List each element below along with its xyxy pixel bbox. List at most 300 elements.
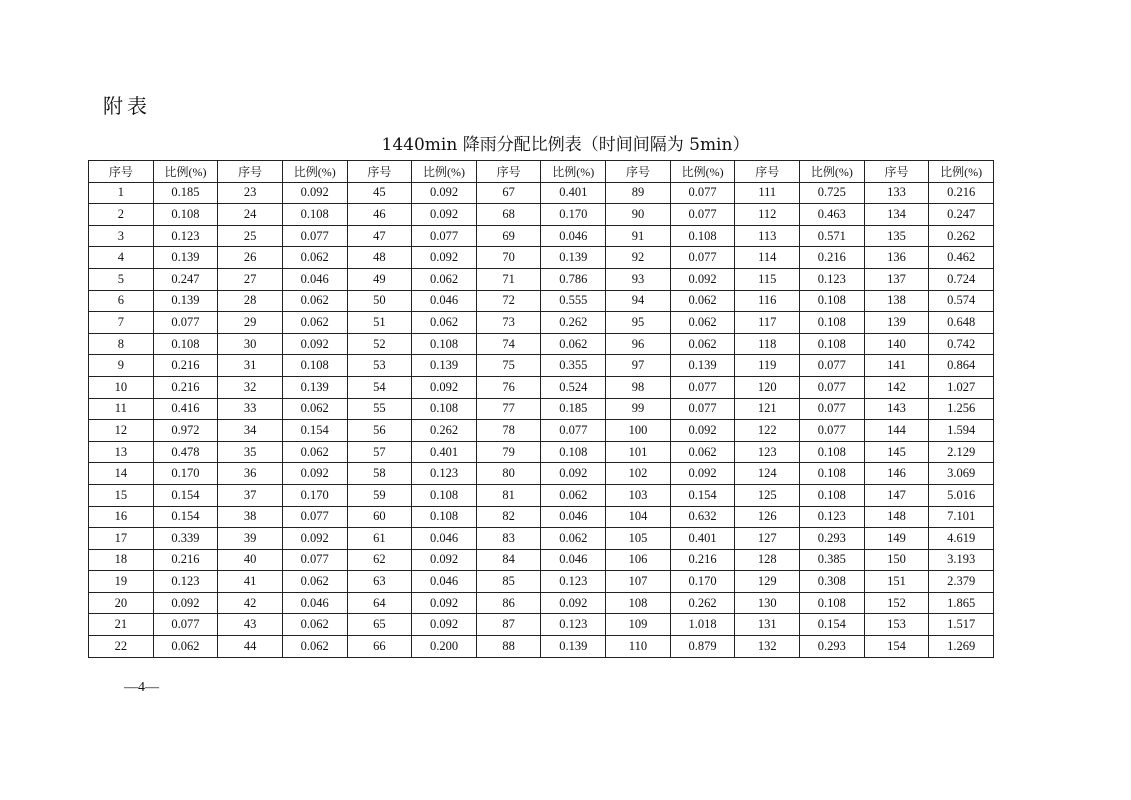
seq-cell: 136 (864, 247, 929, 269)
ratio-cell: 0.092 (412, 247, 477, 269)
ratio-cell: 0.062 (670, 441, 735, 463)
seq-cell: 145 (864, 441, 929, 463)
ratio-cell: 0.108 (282, 204, 347, 226)
ratio-cell: 0.216 (153, 376, 218, 398)
header-ratio: 比例(%) (929, 161, 994, 183)
ratio-cell: 0.062 (282, 398, 347, 420)
seq-cell: 23 (218, 182, 283, 204)
table-row (89, 376, 994, 398)
ratio-cell: 0.154 (670, 484, 735, 506)
ratio-cell: 0.108 (412, 506, 477, 528)
ratio-cell: 0.478 (153, 441, 218, 463)
seq-cell: 116 (735, 290, 800, 312)
ratio-cell: 0.123 (541, 614, 606, 636)
header-ratio: 比例(%) (282, 161, 347, 183)
ratio-cell: 0.170 (541, 204, 606, 226)
seq-cell: 12 (89, 420, 154, 442)
seq-cell: 32 (218, 376, 283, 398)
ratio-cell: 1.517 (929, 614, 994, 636)
ratio-cell: 0.062 (412, 268, 477, 290)
seq-cell: 134 (864, 204, 929, 226)
table-row (89, 268, 994, 290)
ratio-cell: 0.139 (153, 290, 218, 312)
seq-cell: 45 (347, 182, 412, 204)
seq-cell: 22 (89, 636, 154, 658)
table-row (89, 506, 994, 528)
ratio-cell: 0.092 (412, 614, 477, 636)
ratio-cell: 0.108 (412, 333, 477, 355)
ratio-cell: 0.108 (670, 225, 735, 247)
ratio-cell: 0.123 (800, 506, 865, 528)
ratio-cell: 0.574 (929, 290, 994, 312)
header-ratio: 比例(%) (153, 161, 218, 183)
ratio-cell: 0.077 (800, 420, 865, 442)
seq-cell: 31 (218, 355, 283, 377)
ratio-cell: 0.154 (282, 420, 347, 442)
ratio-cell: 0.185 (541, 398, 606, 420)
seq-cell: 89 (606, 182, 671, 204)
ratio-cell: 0.742 (929, 333, 994, 355)
seq-cell: 130 (735, 592, 800, 614)
ratio-cell: 0.416 (153, 398, 218, 420)
ratio-cell: 0.108 (153, 204, 218, 226)
seq-cell: 26 (218, 247, 283, 269)
seq-cell: 114 (735, 247, 800, 269)
ratio-cell: 0.108 (800, 441, 865, 463)
table-row (89, 614, 994, 636)
ratio-cell: 0.108 (800, 312, 865, 334)
ratio-cell: 0.339 (153, 528, 218, 550)
header-ratio: 比例(%) (541, 161, 606, 183)
seq-cell: 52 (347, 333, 412, 355)
seq-cell: 125 (735, 484, 800, 506)
seq-cell: 117 (735, 312, 800, 334)
seq-cell: 80 (476, 463, 541, 485)
seq-cell: 53 (347, 355, 412, 377)
ratio-cell: 0.170 (670, 571, 735, 593)
seq-cell: 24 (218, 204, 283, 226)
ratio-cell: 0.077 (541, 420, 606, 442)
seq-cell: 113 (735, 225, 800, 247)
ratio-cell: 5.016 (929, 484, 994, 506)
seq-cell: 135 (864, 225, 929, 247)
seq-cell: 101 (606, 441, 671, 463)
seq-cell: 102 (606, 463, 671, 485)
ratio-cell: 0.046 (412, 571, 477, 593)
ratio-cell: 0.262 (412, 420, 477, 442)
seq-cell: 132 (735, 636, 800, 658)
seq-cell: 42 (218, 592, 283, 614)
ratio-cell: 0.046 (412, 290, 477, 312)
ratio-cell: 0.154 (153, 484, 218, 506)
seq-cell: 122 (735, 420, 800, 442)
seq-cell: 18 (89, 549, 154, 571)
seq-cell: 19 (89, 571, 154, 593)
ratio-cell: 0.046 (541, 506, 606, 528)
header-seq: 序号 (476, 161, 541, 183)
seq-cell: 85 (476, 571, 541, 593)
ratio-cell: 0.062 (541, 333, 606, 355)
seq-cell: 11 (89, 398, 154, 420)
ratio-cell: 0.185 (153, 182, 218, 204)
appendix-label: 附表 (103, 94, 151, 118)
seq-cell: 129 (735, 571, 800, 593)
seq-cell: 57 (347, 441, 412, 463)
seq-cell: 78 (476, 420, 541, 442)
ratio-cell: 1.256 (929, 398, 994, 420)
seq-cell: 5 (89, 268, 154, 290)
table-row (89, 290, 994, 312)
seq-cell: 90 (606, 204, 671, 226)
ratio-cell: 0.139 (153, 247, 218, 269)
ratio-cell: 1.027 (929, 376, 994, 398)
seq-cell: 61 (347, 528, 412, 550)
seq-cell: 139 (864, 312, 929, 334)
seq-cell: 76 (476, 376, 541, 398)
seq-cell: 33 (218, 398, 283, 420)
seq-cell: 121 (735, 398, 800, 420)
seq-cell: 138 (864, 290, 929, 312)
seq-cell: 152 (864, 592, 929, 614)
header-seq: 序号 (347, 161, 412, 183)
seq-cell: 30 (218, 333, 283, 355)
table-row (89, 463, 994, 485)
table-row (89, 484, 994, 506)
ratio-cell: 0.108 (282, 355, 347, 377)
table-row (89, 549, 994, 571)
ratio-cell: 0.062 (670, 333, 735, 355)
ratio-cell: 0.123 (541, 571, 606, 593)
ratio-cell: 1.018 (670, 614, 735, 636)
ratio-cell: 0.154 (800, 614, 865, 636)
ratio-cell: 0.062 (282, 614, 347, 636)
seq-cell: 2 (89, 204, 154, 226)
seq-cell: 71 (476, 268, 541, 290)
seq-cell: 109 (606, 614, 671, 636)
ratio-cell: 0.092 (412, 592, 477, 614)
header-seq: 序号 (864, 161, 929, 183)
seq-cell: 86 (476, 592, 541, 614)
seq-cell: 40 (218, 549, 283, 571)
ratio-cell: 0.632 (670, 506, 735, 528)
header-ratio: 比例(%) (670, 161, 735, 183)
ratio-cell: 0.077 (800, 355, 865, 377)
seq-cell: 143 (864, 398, 929, 420)
seq-cell: 67 (476, 182, 541, 204)
seq-cell: 83 (476, 528, 541, 550)
seq-cell: 21 (89, 614, 154, 636)
ratio-cell: 0.062 (282, 636, 347, 658)
ratio-cell: 0.077 (282, 549, 347, 571)
seq-cell: 14 (89, 463, 154, 485)
ratio-cell: 0.092 (282, 463, 347, 485)
seq-cell: 144 (864, 420, 929, 442)
seq-cell: 62 (347, 549, 412, 571)
ratio-cell: 0.046 (282, 592, 347, 614)
ratio-cell: 0.062 (412, 312, 477, 334)
seq-cell: 4 (89, 247, 154, 269)
ratio-cell: 0.139 (670, 355, 735, 377)
ratio-cell: 0.108 (153, 333, 218, 355)
ratio-cell: 0.062 (670, 312, 735, 334)
table-row (89, 636, 994, 658)
ratio-cell: 0.077 (153, 312, 218, 334)
ratio-cell: 0.972 (153, 420, 218, 442)
seq-cell: 64 (347, 592, 412, 614)
seq-cell: 49 (347, 268, 412, 290)
ratio-cell: 0.555 (541, 290, 606, 312)
ratio-cell: 0.077 (153, 614, 218, 636)
header-seq: 序号 (218, 161, 283, 183)
ratio-cell: 0.062 (282, 290, 347, 312)
ratio-cell: 0.092 (412, 376, 477, 398)
ratio-cell: 0.062 (282, 571, 347, 593)
ratio-cell: 0.077 (670, 182, 735, 204)
seq-cell: 92 (606, 247, 671, 269)
ratio-cell: 0.524 (541, 376, 606, 398)
header-seq: 序号 (89, 161, 154, 183)
ratio-cell: 2.129 (929, 441, 994, 463)
ratio-cell: 0.108 (800, 484, 865, 506)
ratio-cell: 4.619 (929, 528, 994, 550)
ratio-cell: 0.108 (800, 290, 865, 312)
ratio-cell: 0.092 (670, 463, 735, 485)
seq-cell: 97 (606, 355, 671, 377)
seq-cell: 103 (606, 484, 671, 506)
seq-cell: 126 (735, 506, 800, 528)
table-row (89, 441, 994, 463)
ratio-cell: 0.293 (800, 636, 865, 658)
seq-cell: 50 (347, 290, 412, 312)
ratio-cell: 0.401 (541, 182, 606, 204)
ratio-cell: 0.062 (282, 247, 347, 269)
ratio-cell: 0.262 (670, 592, 735, 614)
table-row (89, 225, 994, 247)
ratio-cell: 0.077 (670, 376, 735, 398)
table-row (89, 592, 994, 614)
seq-cell: 66 (347, 636, 412, 658)
ratio-cell: 0.062 (541, 484, 606, 506)
seq-cell: 141 (864, 355, 929, 377)
ratio-cell: 0.385 (800, 549, 865, 571)
seq-cell: 41 (218, 571, 283, 593)
seq-cell: 6 (89, 290, 154, 312)
ratio-cell: 0.123 (153, 571, 218, 593)
seq-cell: 119 (735, 355, 800, 377)
seq-cell: 34 (218, 420, 283, 442)
seq-cell: 124 (735, 463, 800, 485)
seq-cell: 87 (476, 614, 541, 636)
table-row (89, 528, 994, 550)
seq-cell: 60 (347, 506, 412, 528)
seq-cell: 74 (476, 333, 541, 355)
rainfall-distribution-table (88, 160, 994, 658)
ratio-cell: 0.092 (282, 333, 347, 355)
ratio-cell: 0.092 (153, 592, 218, 614)
seq-cell: 148 (864, 506, 929, 528)
seq-cell: 1 (89, 182, 154, 204)
seq-cell: 56 (347, 420, 412, 442)
ratio-cell: 0.293 (800, 528, 865, 550)
ratio-cell: 0.092 (282, 528, 347, 550)
table-row (89, 333, 994, 355)
ratio-cell: 0.062 (282, 441, 347, 463)
ratio-cell: 0.077 (282, 506, 347, 528)
ratio-cell: 7.101 (929, 506, 994, 528)
ratio-cell: 0.154 (153, 506, 218, 528)
seq-cell: 28 (218, 290, 283, 312)
ratio-cell: 0.401 (412, 441, 477, 463)
seq-cell: 137 (864, 268, 929, 290)
seq-cell: 16 (89, 506, 154, 528)
table-row (89, 571, 994, 593)
seq-cell: 111 (735, 182, 800, 204)
ratio-cell: 0.216 (153, 549, 218, 571)
ratio-cell: 0.077 (670, 204, 735, 226)
seq-cell: 77 (476, 398, 541, 420)
seq-cell: 81 (476, 484, 541, 506)
ratio-cell: 0.062 (670, 290, 735, 312)
seq-cell: 35 (218, 441, 283, 463)
seq-cell: 38 (218, 506, 283, 528)
ratio-cell: 0.216 (670, 549, 735, 571)
ratio-cell: 0.108 (800, 333, 865, 355)
ratio-cell: 0.355 (541, 355, 606, 377)
seq-cell: 151 (864, 571, 929, 593)
header-ratio: 比例(%) (412, 161, 477, 183)
seq-cell: 95 (606, 312, 671, 334)
table-row (89, 204, 994, 226)
ratio-cell: 0.571 (800, 225, 865, 247)
table-header-row (89, 161, 994, 183)
seq-cell: 112 (735, 204, 800, 226)
ratio-cell: 0.092 (412, 182, 477, 204)
ratio-cell: 0.879 (670, 636, 735, 658)
seq-cell: 25 (218, 225, 283, 247)
seq-cell: 65 (347, 614, 412, 636)
table-row (89, 312, 994, 334)
ratio-cell: 0.108 (800, 592, 865, 614)
ratio-cell: 0.139 (282, 376, 347, 398)
ratio-cell: 0.724 (929, 268, 994, 290)
seq-cell: 104 (606, 506, 671, 528)
ratio-cell: 0.262 (929, 225, 994, 247)
seq-cell: 10 (89, 376, 154, 398)
seq-cell: 128 (735, 549, 800, 571)
ratio-cell: 0.216 (153, 355, 218, 377)
ratio-cell: 0.077 (800, 376, 865, 398)
seq-cell: 107 (606, 571, 671, 593)
seq-cell: 68 (476, 204, 541, 226)
table-row (89, 182, 994, 204)
ratio-cell: 1.269 (929, 636, 994, 658)
ratio-cell: 0.092 (541, 463, 606, 485)
seq-cell: 96 (606, 333, 671, 355)
ratio-cell: 0.139 (412, 355, 477, 377)
ratio-cell: 3.069 (929, 463, 994, 485)
seq-cell: 140 (864, 333, 929, 355)
seq-cell: 91 (606, 225, 671, 247)
page-number: —4— (124, 680, 159, 695)
seq-cell: 106 (606, 549, 671, 571)
seq-cell: 123 (735, 441, 800, 463)
seq-cell: 39 (218, 528, 283, 550)
seq-cell: 105 (606, 528, 671, 550)
seq-cell: 131 (735, 614, 800, 636)
ratio-cell: 0.077 (412, 225, 477, 247)
ratio-cell: 0.046 (541, 549, 606, 571)
seq-cell: 84 (476, 549, 541, 571)
ratio-cell: 0.648 (929, 312, 994, 334)
ratio-cell: 0.092 (541, 592, 606, 614)
ratio-cell: 0.216 (929, 182, 994, 204)
seq-cell: 94 (606, 290, 671, 312)
ratio-cell: 0.170 (282, 484, 347, 506)
table-row (89, 398, 994, 420)
seq-cell: 29 (218, 312, 283, 334)
seq-cell: 43 (218, 614, 283, 636)
seq-cell: 70 (476, 247, 541, 269)
seq-cell: 154 (864, 636, 929, 658)
seq-cell: 46 (347, 204, 412, 226)
seq-cell: 147 (864, 484, 929, 506)
header-ratio: 比例(%) (800, 161, 865, 183)
ratio-cell: 0.864 (929, 355, 994, 377)
seq-cell: 17 (89, 528, 154, 550)
seq-cell: 99 (606, 398, 671, 420)
seq-cell: 72 (476, 290, 541, 312)
ratio-cell: 0.139 (541, 636, 606, 658)
table-row (89, 355, 994, 377)
seq-cell: 133 (864, 182, 929, 204)
seq-cell: 108 (606, 592, 671, 614)
seq-cell: 120 (735, 376, 800, 398)
seq-cell: 149 (864, 528, 929, 550)
ratio-cell: 0.170 (153, 463, 218, 485)
seq-cell: 48 (347, 247, 412, 269)
seq-cell: 63 (347, 571, 412, 593)
ratio-cell: 0.062 (541, 528, 606, 550)
seq-cell: 54 (347, 376, 412, 398)
ratio-cell: 0.123 (800, 268, 865, 290)
ratio-cell: 0.262 (541, 312, 606, 334)
ratio-cell: 0.108 (412, 484, 477, 506)
ratio-cell: 1.594 (929, 420, 994, 442)
seq-cell: 73 (476, 312, 541, 334)
ratio-cell: 0.308 (800, 571, 865, 593)
seq-cell: 44 (218, 636, 283, 658)
seq-cell: 100 (606, 420, 671, 442)
ratio-cell: 2.379 (929, 571, 994, 593)
seq-cell: 146 (864, 463, 929, 485)
ratio-cell: 0.216 (800, 247, 865, 269)
seq-cell: 58 (347, 463, 412, 485)
ratio-cell: 0.200 (412, 636, 477, 658)
ratio-cell: 0.462 (929, 247, 994, 269)
seq-cell: 27 (218, 268, 283, 290)
table-body (89, 182, 994, 657)
ratio-cell: 0.092 (282, 182, 347, 204)
seq-cell: 88 (476, 636, 541, 658)
ratio-cell: 0.092 (412, 549, 477, 571)
seq-cell: 93 (606, 268, 671, 290)
ratio-cell: 0.077 (282, 225, 347, 247)
ratio-cell: 0.108 (541, 441, 606, 463)
seq-cell: 69 (476, 225, 541, 247)
seq-cell: 51 (347, 312, 412, 334)
seq-cell: 47 (347, 225, 412, 247)
ratio-cell: 0.062 (282, 312, 347, 334)
